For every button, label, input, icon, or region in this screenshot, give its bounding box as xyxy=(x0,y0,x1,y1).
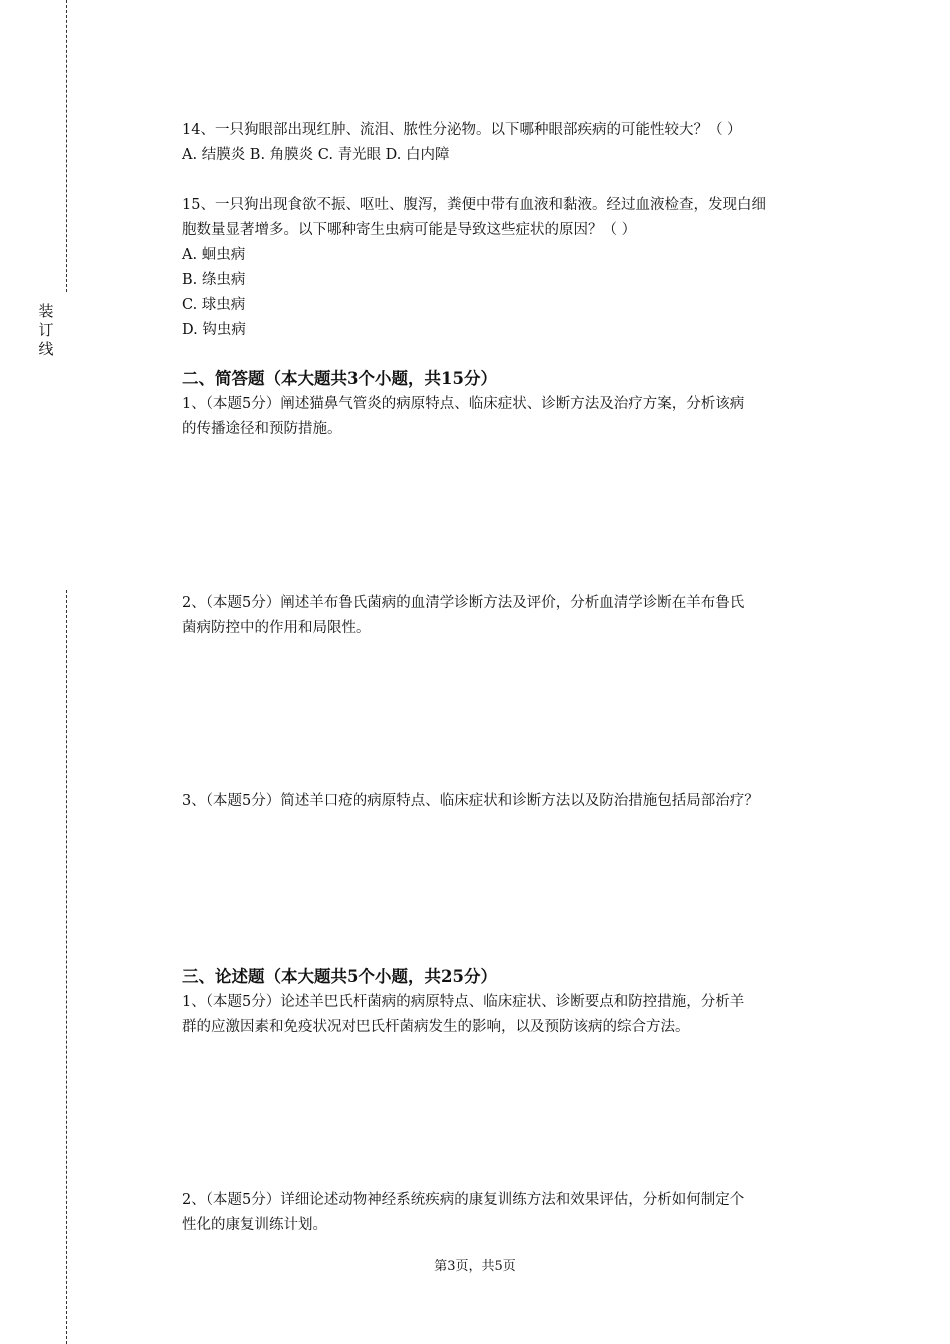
binding-dashed-line-bottom xyxy=(66,590,67,1344)
question-15-option-c: C. 球虫病 xyxy=(182,297,246,313)
short-answer-1-line1: 1、（本题5分）阐述猫鼻气管炎的病原特点、临床症状、诊断方法及治疗方案，分析该病 xyxy=(182,396,745,412)
question-14-options: A. 结膜炎 B. 角膜炎 C. 青光眼 D. 白内障 xyxy=(182,147,450,163)
page-number: 第3页，共5页 xyxy=(434,1259,516,1274)
essay-1 xyxy=(182,990,847,1040)
question-15-option-b: B. 绦虫病 xyxy=(182,272,246,288)
question-15-stem-line2: 胞数量显著增多。以下哪种寄生虫病可能是导致这些症状的原因？（ ） xyxy=(182,222,637,238)
section-3-title: 三、论述题（本大题共5个小题，共25分） xyxy=(182,967,497,986)
section-2-title: 二、简答题（本大题共3个小题，共15分） xyxy=(182,369,497,388)
essay-2 xyxy=(182,1188,847,1238)
binding-label: 装订线 xyxy=(38,302,54,358)
short-answer-2-line1: 2、（本题5分）阐述羊布鲁氏菌病的血清学诊断方法及评价，分析血清学诊断在羊布鲁氏 xyxy=(182,595,745,611)
essay-2-line1: 2、（本题5分）详细论述动物神经系统疾病的康复训练方法和效果评估，分析如何制定个 xyxy=(182,1192,745,1208)
essay-1-line2: 群的应激因素和免疫状况对巴氏杆菌病发生的影响，以及预防该病的综合方法。 xyxy=(182,1019,690,1035)
question-15-option-a: A. 蛔虫病 xyxy=(182,247,246,263)
essay-2-line2: 性化的康复训练计划。 xyxy=(182,1217,327,1233)
question-15-stem-line1: 15、一只狗出现食欲不振、呕吐、腹泻，粪便中带有血液和黏液。经过血液检查，发现白细 xyxy=(182,197,766,213)
essay-1-line1: 1、（本题5分）论述羊巴氏杆菌病的病原特点、临床症状、诊断要点和防控措施，分析羊 xyxy=(182,994,745,1010)
short-answer-2-line2: 菌病防控中的作用和局限性。 xyxy=(182,620,371,636)
question-15 xyxy=(182,193,847,343)
short-answer-1 xyxy=(182,392,847,442)
binding-dashed-line-top xyxy=(66,0,67,292)
question-15-option-d: D. 钩虫病 xyxy=(182,322,246,338)
question-14 xyxy=(182,118,847,168)
short-answer-3-line1: 3、（本题5分）简述羊口疮的病原特点、临床症状和诊断方法以及防治措施包括局部治疗？ xyxy=(182,793,759,809)
short-answer-3 xyxy=(182,789,847,814)
short-answer-1-line2: 的传播途径和预防措施。 xyxy=(182,421,342,437)
question-14-stem: 14、一只狗眼部出现红肿、流泪、脓性分泌物。以下哪种眼部疾病的可能性较大？（ ） xyxy=(182,122,742,138)
short-answer-2 xyxy=(182,591,847,641)
